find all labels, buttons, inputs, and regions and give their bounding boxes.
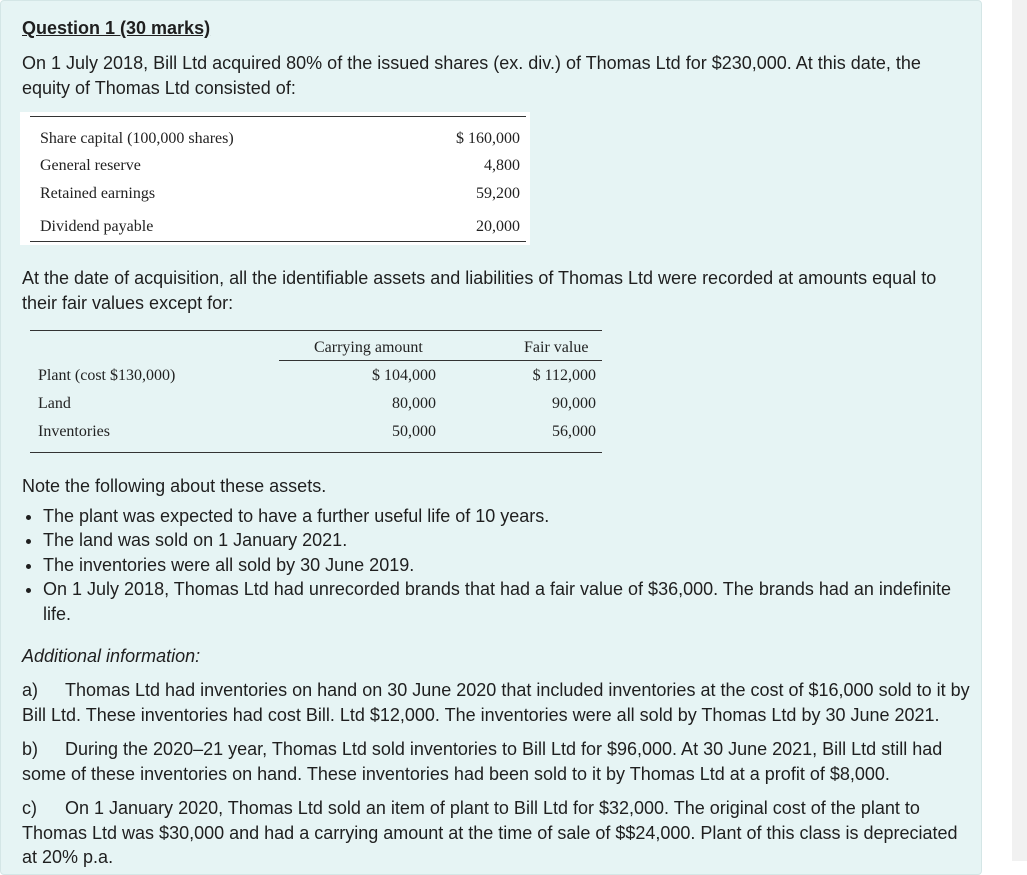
row-label: Dividend payable — [40, 218, 154, 235]
item-tag: c) — [22, 798, 37, 818]
table-row — [40, 181, 520, 207]
row-label: Inventories — [38, 423, 110, 440]
row-fair: 56,000 — [552, 423, 596, 440]
table-rule-header — [279, 360, 602, 361]
list-item: • The plant was expected to have a further useful life of 10 years. — [43, 504, 972, 529]
question-title: Question 1 (30 marks) — [22, 18, 211, 38]
table-row — [40, 153, 520, 179]
table-rule-bottom — [30, 241, 526, 242]
notes-intro: Note the following about these assets. — [22, 476, 327, 496]
notes-list — [22, 504, 972, 627]
row-carrying: $ 104,000 — [372, 367, 436, 384]
row-fair: $ 112,000 — [532, 367, 596, 384]
row-label: Share capital (100,000 shares) — [40, 130, 234, 147]
row-label: General reserve — [40, 157, 141, 174]
additional-item-b — [22, 737, 972, 786]
table-row — [40, 126, 520, 152]
item-tag: b) — [22, 739, 39, 759]
row-fair: 90,000 — [552, 395, 596, 412]
question-content — [22, 16, 972, 870]
row-value: $ 160,000 — [456, 130, 520, 147]
additional-item-c — [22, 796, 972, 870]
row-carrying: 80,000 — [392, 395, 436, 412]
row-value: 20,000 — [476, 218, 520, 235]
row-value: 4,800 — [484, 157, 520, 174]
row-label: Plant (cost $130,000) — [38, 367, 176, 384]
scrollbar[interactable] — [1012, 0, 1027, 861]
list-item: • The inventories were all sold by 30 June 2019. — [43, 553, 972, 578]
fair-value-table — [22, 330, 602, 458]
row-value: 59,200 — [476, 185, 520, 202]
row-label: Land — [38, 395, 71, 412]
item-text: During the 2020–21 year, Thomas Ltd sold inventories to Bill Ltd for $96,000. At 30 June 2021, Bill Ltd still had some of these inventories on hand. These inventories had been sold to it by Thomas Ltd at a profit of $8,000. — [22, 739, 943, 784]
header-fair: Fair value — [524, 339, 589, 356]
question-intro: On 1 July 2018, Bill Ltd acquired 80% of the issued shares (ex. div.) of Thomas Ltd for $230,000. At this date, the equity of Thomas Ltd consisted of: — [22, 53, 921, 98]
list-item: • The land was sold on 1 January 2021. — [43, 528, 972, 553]
item-text: Thomas Ltd had inventories on hand on 30 June 2020 that included inventories at the cost of $16,000 sold to it by Bill Ltd. These inventories had cost Bill. Ltd $12,000. The inventories were all sold by Thomas Ltd by 30 June 2021. — [22, 680, 970, 725]
table-rule-top — [30, 116, 526, 117]
fair-value-intro: At the date of acquisition, all the identifiable assets and liabilities of Thomas Ltd were recorded at amounts equal to their fair values except for: — [22, 268, 937, 313]
additional-heading: Additional information: — [22, 646, 201, 666]
table-rule-top — [30, 330, 602, 331]
table-row — [40, 214, 520, 240]
row-carrying: 50,000 — [392, 423, 436, 440]
list-item: • On 1 July 2018, Thomas Ltd had unrecorded brands that had a fair value of $36,000. The brands had an indefinite life. — [43, 577, 972, 626]
equity-table — [20, 112, 530, 245]
item-tag: a) — [22, 680, 39, 700]
header-carrying: Carrying amount — [314, 339, 423, 356]
additional-item-a — [22, 678, 972, 727]
row-label: Retained earnings — [40, 185, 156, 202]
table-rule-bottom — [30, 452, 602, 453]
item-text: On 1 January 2020, Thomas Ltd sold an item of plant to Bill Ltd for $32,000. The original cost of the plant to Thomas Ltd was $30,000 and had a carrying amount at the time of sale of $$24,000. Plant of this class is depreciated at 20% p.a. — [22, 798, 958, 867]
